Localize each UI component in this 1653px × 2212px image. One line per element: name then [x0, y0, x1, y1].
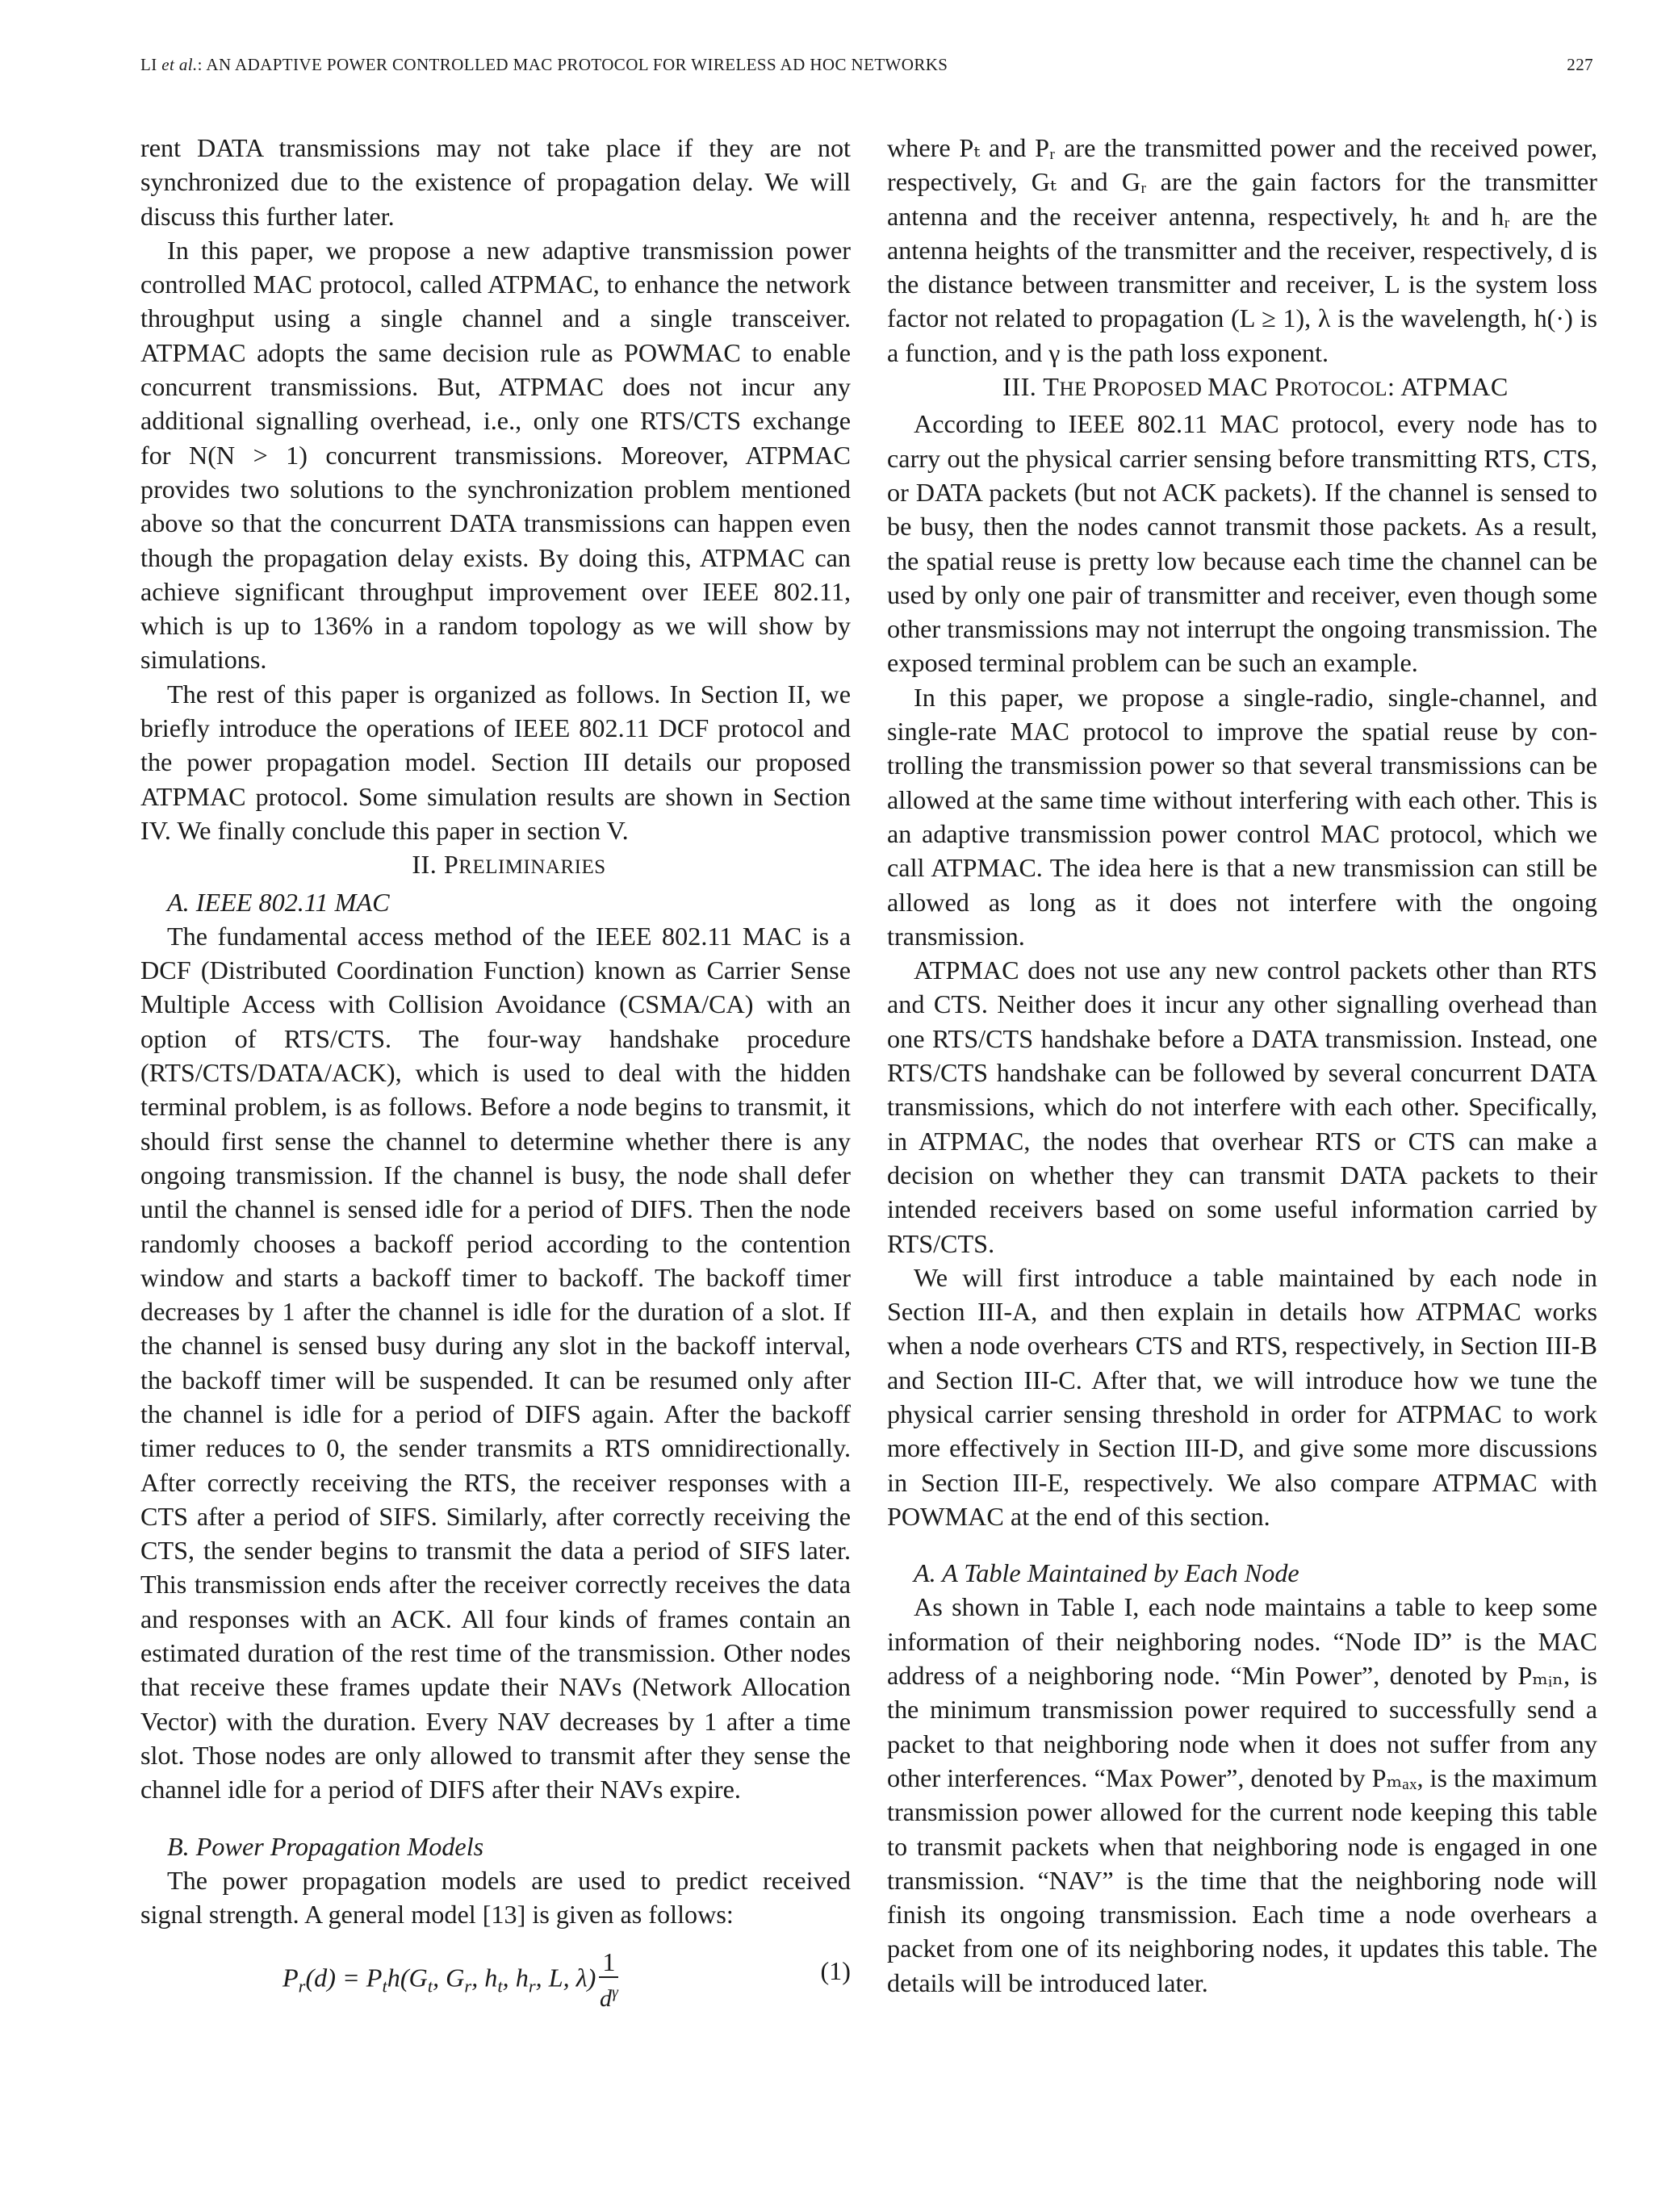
left-column — [140, 131, 851, 2013]
paragraph: rent DATA transmissions may not take place if they are not synchronized due to the existence of propagation delay. We will discuss this further later. — [140, 133, 851, 231]
paragraph: ATPMAC does not use any new control packets other than RTS and CTS. Neither does it incur any other signalling overhead than one RTS/CTS handshake before a DATA transmission. Instead, one RTS/CTS handshake can be followed by several concurrent DATA transmissions, which do not interfere with each other. Specifically, in ATPMAC, the nodes that overhear RTS or CTS can make a decision on whether they can transmit DATA packets to their intended receivers based on some useful information carried by RTS/CTS. — [887, 955, 1597, 1258]
paragraph: According to IEEE 802.11 MAC protocol, every node has to carry out the physical carrier sensing before transmitting RTS, CTS, or DATA packets (but not ACK packets). If the channel is sensed to be busy, then the nodes cannot transmit those packets. As a result, the spatial reuse is pretty low because each time the channel can be used by only one pair of transmitter and receiver, even though some other transmissions may not interrupt the ongoing transmission. The exposed terminal problem can be such an example. — [887, 409, 1597, 678]
paragraph: In this paper, we propose a single-radio, single-channel, and single-rate MAC protocol to improve the spatial reuse by controlling the transmission power so that several transmissions can be allowed at the same time without interfering with each other. This is an adaptive transmission power control MAC protocol, which we call ATPMAC. The idea here is that a new transmission can still be allowed as long as it does not interfere with the ongoing transmission. — [887, 682, 1597, 951]
section-heading-preliminaries: II. PRELIMINARIES — [412, 850, 606, 880]
right-column — [887, 131, 1597, 2000]
paragraph: The fundamental access method of the IEEE 802.11 MAC is a DCF (Distributed Coordination Function) known as Carrier Sense Multiple Access with Collision Avoidance (CSMA/CA) with an option of RTS/CTS. The four-way handshake procedure (RTS/CTS/DATA/ACK), which is used to deal with the hidden terminal problem, is as follows. Before a node begins to transmit, it should first sense the channel to determine whether there is any ongoing transmission. If the channel is busy, the node shall defer until the channel is sensed idle for a period of DIFS. Then the node randomly chooses a backoff period according to the contention window and starts a backoff timer to backoff. The backoff timer decreases by 1 after the channel is idle for the duration of a slot. If the channel is sensed busy during any slot in the backoff interval, the backoff timer will be suspended. It can be resumed only after the channel is idle for a period of DIFS again. After the backoff timer reduces to 0, the sender transmits a RTS omnidirectionally. After correctly receiving the RTS, the receiver responses with a CTS after a period of SIFS. Similarly, after correctly receiving the CTS, the sender begins to transmit the data a period of SIFS later. This transmission ends after the receiver correctly receives the data and responses with an ACK. All four kinds of frames contain an estimated duration of the rest time of the transmission. Other nodes that receive these frames update their NAVs (Network Allocation Vector) with the duration. Every NAV decreases by 1 after a time slot. Those nodes are only allowed to transmit after they sense the channel idle for a period of DIFS after their NAVs expire. — [140, 921, 851, 1804]
paragraph: where Pₜ and Pᵣ are the transmitted power and the received power, respectively, Gₜ and Gᵣ are the gain factors for the transmitter antenna and the receiver antenna, respectively, hₜ and hᵣ are the antenna heights of the transmitter and the receiver, respectively, d is the distance between transmitter and receiver, L is the system loss factor not related to propagation (L ≥ 1), λ is the wavelength, h(·) is a function, and γ is the path loss exponent. — [887, 133, 1597, 367]
page-number: 227 — [1567, 55, 1593, 74]
paragraph: As shown in Table I, each node maintains a table to keep some information of their neighboring nodes. “Node ID” is the MAC address of a neighboring node. “Min Power”, denoted by Pₘᵢₙ, is the minimum transmission power required to successfully send a packet to that neighboring node when it does not suffer from any other interferences. “Max Power”, denoted by Pₘₐₓ, is the maximum transmission power allowed for the current node keeping this table to transmit packets when that neighboring node is engaged in one transmission. “NAV” is the time that the neighboring node will finish its ongoing transmission. Each time a node overhears a packet from one of its neighboring nodes, it updates this table. The details will be introduced later. — [887, 1592, 1597, 1997]
paragraph: We will first introduce a table maintained by each node in Section III-A, and then explain in details how ATPMAC works when a node overhears CTS and RTS, respectively, in Section III-B and Section III-C. After that, we will introduce how we tune the physical carrier sensing threshold in order for ATPMAC to work more effectively in Section III-D, and give some more discussions in Section III-E, respectively. We also compare ATPMAC with POWMAC at the end of this section. — [887, 1262, 1597, 1531]
equation-fraction: $\frac{1}{d^\gamma}$ — [599, 1947, 618, 2013]
section-heading-proposed-protocol: III. THE PROPOSED MAC PROTOCOL: ATPMAC — [1002, 372, 1509, 402]
equation-number: (1) — [820, 1956, 851, 1986]
subsection-heading-table: A. A Table Maintained by Each Node — [914, 1558, 1299, 1588]
subsection-heading-propagation: B. Power Propagation Models — [167, 1831, 484, 1861]
running-header — [140, 55, 1593, 82]
equation-expression: $P_r(d) = P_th(G_t$, $G_r$, $h_t$, $h_r$, L, λ) $\frac{1}{d^\gamma}$ — [282, 1947, 618, 2013]
running-title: LI et al.: AN ADAPTIVE POWER CONTROLLED MAC PROTOCOL FOR WIRELESS AD HOC NETWORKS — [140, 55, 948, 74]
paragraph: The power propagation models are used to predict received signal strength. A general model [13] is given as follows: — [140, 1865, 851, 1930]
subsection-heading-ieee-mac: A. IEEE 802.11 MAC — [167, 887, 390, 917]
paragraph: The rest of this paper is organized as follows. In Section II, we briefly introduce the operations of IEEE 802.11 DCF protocol and the power propagation model. Section III details our proposed ATPMAC protocol. Some simulation results are shown in Section IV. We finally conclude this paper in section V. — [140, 679, 851, 845]
equation-1 — [140, 1936, 851, 2013]
paragraph: In this paper, we propose a new adaptive transmission power controlled MAC protocol, called ATPMAC, to enhance the network throughput using a single channel and a single transceiver. ATPMAC adopts the same decision rule as POWMAC to enable concurrent transmissions. But, ATPMAC does not incur any additional signalling overhead, i.e., only one RTS/CTS exchange for N(N > 1) concurrent transmissions. Moreover, ATPMAC provides two solutions to the synchronization problem mentioned above so that the concurrent DATA transmissions can happen even though the propagation delay exists. By doing this, ATPMAC can achieve significant throughput improvement over IEEE 802.11, which is up to 136% in a random topology as we will show by simulations. — [140, 235, 851, 675]
